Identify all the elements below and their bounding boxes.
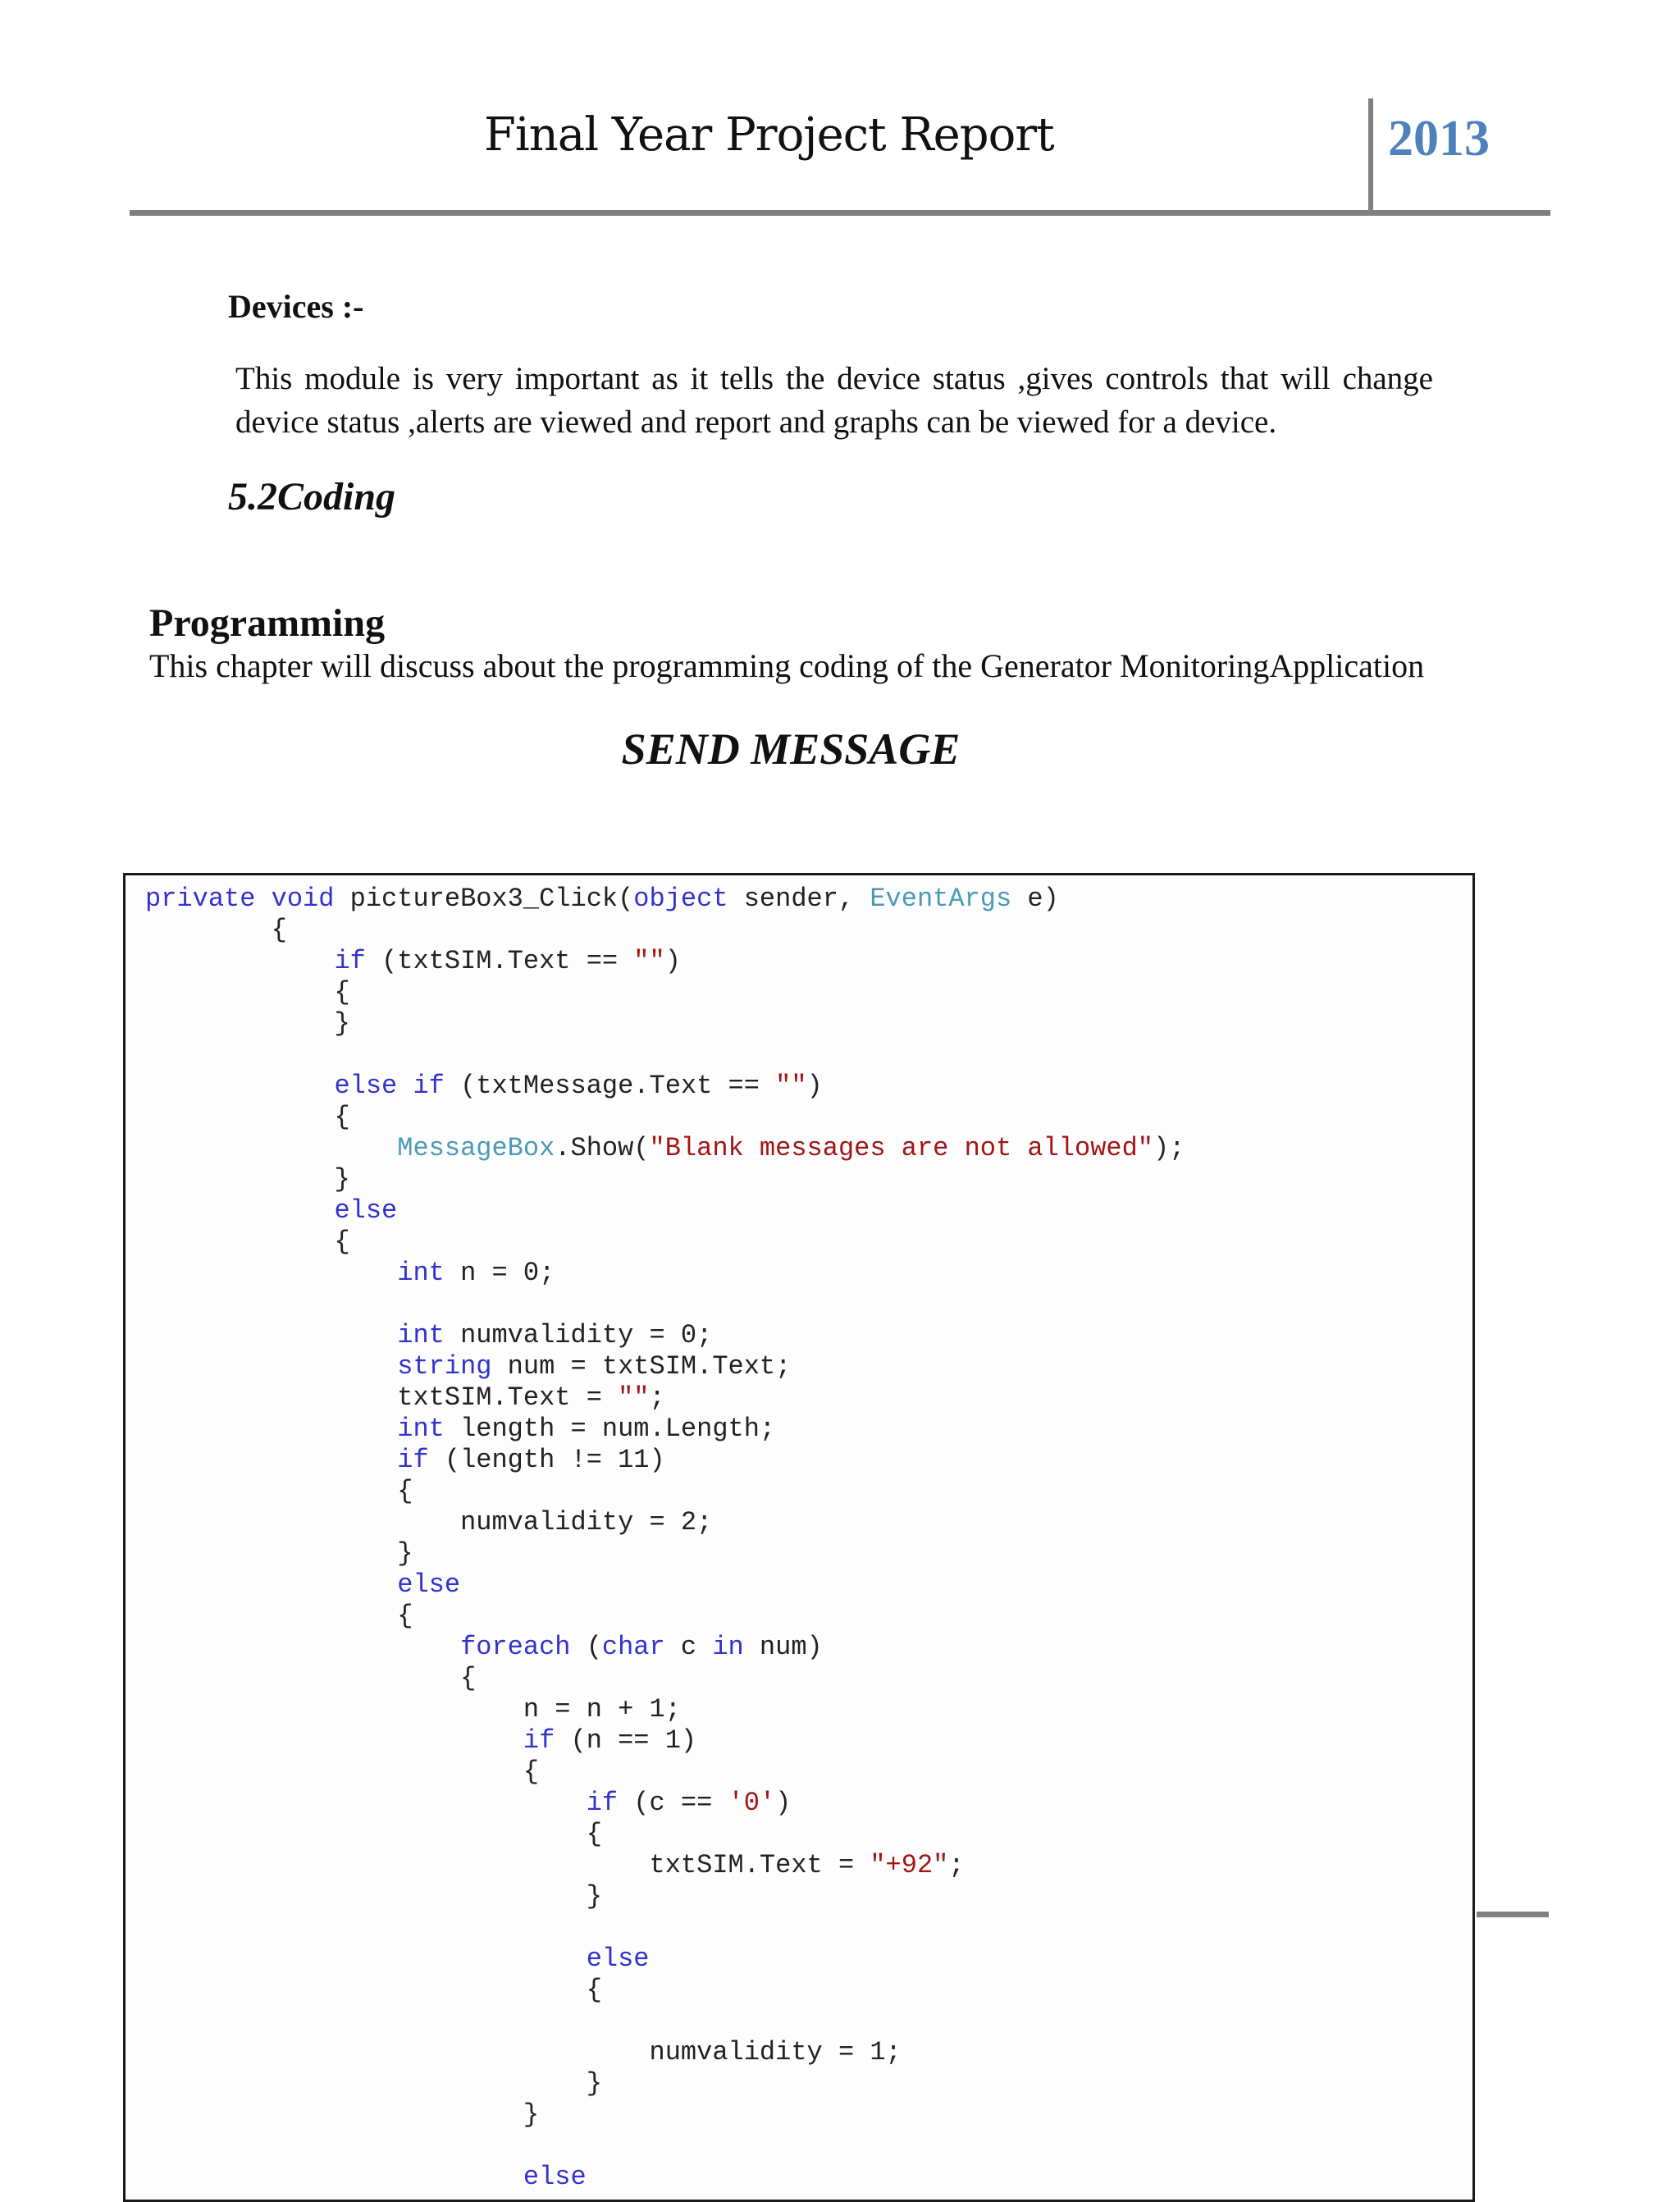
code-line	[145, 977, 1185, 1008]
code-line	[145, 1133, 1185, 1164]
code-token: }	[145, 2099, 540, 2130]
code-token: (	[570, 1632, 602, 1662]
code-token: {	[145, 1757, 540, 1787]
programming-description: This chapter will discuss about the programming coding of the Generator MonitoringApplication	[149, 647, 1425, 684]
code-token: char	[601, 1632, 665, 1662]
code-line	[145, 2006, 1185, 2037]
code-token: c	[664, 1632, 713, 1662]
code-token: ;	[649, 1382, 665, 1413]
code-line	[145, 1039, 1185, 1071]
code-line	[145, 1694, 1185, 1725]
code-line	[145, 1227, 1185, 1258]
code-token: n = n + 1;	[145, 1694, 681, 1725]
code-line	[145, 1382, 1185, 1414]
code-token: pictureBox3_Click(	[334, 884, 634, 914]
code-line	[145, 1757, 1185, 1788]
margin-rule	[1477, 1912, 1549, 1917]
code-token: sender,	[728, 884, 870, 914]
code-token: if	[413, 1071, 445, 1101]
code-line	[145, 1320, 1185, 1351]
code-line	[145, 1601, 1185, 1632]
code-line	[145, 1850, 1185, 1881]
code-token: )	[806, 1071, 823, 1101]
code-token: e)	[1011, 884, 1059, 914]
code-token: (txtMessage.Text ==	[444, 1071, 776, 1101]
code-token: string	[397, 1351, 492, 1382]
code-token: private	[145, 884, 256, 914]
code-line	[145, 946, 1185, 977]
programming-heading: Programming	[149, 601, 386, 645]
code-token: n = 0;	[444, 1258, 555, 1288]
devices-label: Devices :-	[228, 288, 364, 325]
code-line	[145, 1195, 1185, 1227]
code-line	[145, 1819, 1185, 1850]
code-token	[145, 1414, 397, 1444]
code-token: in	[712, 1632, 744, 1662]
code-line	[145, 1258, 1185, 1289]
code-token: .Show(	[555, 1133, 650, 1163]
code-token: num)	[743, 1632, 823, 1662]
code-line	[145, 2131, 1185, 2162]
code-token: '0'	[728, 1788, 776, 1818]
code-token: {	[145, 1102, 350, 1132]
code-line	[145, 1912, 1185, 1944]
code-token	[145, 1320, 397, 1350]
code-token	[145, 946, 334, 976]
code-line	[145, 2037, 1185, 2068]
code-token: txtSIM.Text =	[145, 1382, 619, 1413]
code-line	[145, 1351, 1185, 1382]
code-token: }	[145, 1881, 602, 1912]
code-line	[145, 1008, 1185, 1039]
report-year: 2013	[1388, 111, 1490, 167]
code-token: num = txtSIM.Text;	[491, 1351, 792, 1382]
code-token	[397, 1071, 413, 1101]
code-token	[255, 884, 271, 914]
code-token: numvalidity = 2;	[145, 1507, 713, 1537]
code-line	[145, 1507, 1185, 1538]
code-token: else	[334, 1195, 398, 1226]
code-listing	[123, 873, 1475, 2202]
code-line	[145, 1944, 1185, 1975]
report-title: Final Year Project Report	[484, 108, 1054, 162]
code-token	[145, 1195, 334, 1226]
code-line	[145, 1538, 1185, 1569]
code-token: "+92"	[870, 1850, 949, 1880]
code-token	[145, 1944, 587, 1974]
code-line	[145, 1788, 1185, 1819]
code-token: {	[145, 1476, 413, 1506]
code-token: {	[145, 1819, 602, 1849]
code-token: int	[397, 1258, 445, 1288]
code-token: foreach	[460, 1632, 571, 1662]
code-token: {	[145, 1601, 413, 1631]
code-line	[145, 1102, 1185, 1133]
code-token: numvalidity = 1;	[145, 2037, 902, 2067]
code-token: )	[775, 1788, 792, 1818]
code-token: object	[633, 884, 728, 914]
code-line	[145, 884, 1185, 915]
code-token: {	[145, 977, 350, 1007]
code-line	[145, 1725, 1185, 1757]
code-token: int	[397, 1414, 445, 1444]
code-token	[145, 1445, 397, 1475]
code-token: if	[397, 1445, 429, 1475]
code-token	[145, 1632, 460, 1662]
code-line	[145, 1663, 1185, 1694]
code-token	[145, 1725, 523, 1756]
code-line	[145, 1476, 1185, 1507]
code-token	[145, 1569, 397, 1600]
code-line	[145, 1445, 1185, 1476]
code-line	[145, 1289, 1185, 1320]
code-token: {	[145, 1227, 350, 1257]
code-token: else	[586, 1944, 650, 1974]
code-token: }	[145, 2068, 602, 2099]
code-line	[145, 1164, 1185, 1195]
code-token: {	[145, 915, 287, 945]
code-token: MessageBox	[397, 1133, 555, 1163]
header-rule	[130, 210, 1550, 216]
code-line	[145, 1071, 1185, 1102]
code-token: }	[145, 1008, 350, 1039]
code-token	[145, 2162, 523, 2192]
code-lines	[145, 884, 1185, 2193]
code-token: txtSIM.Text =	[145, 1850, 870, 1880]
code-token	[145, 1071, 334, 1101]
code-token: int	[397, 1320, 445, 1350]
code-token: if	[334, 946, 366, 976]
code-token: }	[145, 1164, 350, 1195]
code-token: void	[271, 884, 335, 914]
code-line	[145, 1414, 1185, 1445]
code-token	[145, 1351, 397, 1382]
code-token	[145, 1133, 397, 1163]
code-line	[145, 1632, 1185, 1663]
send-message-title: SEND MESSAGE	[621, 724, 961, 774]
code-token: else	[523, 2162, 587, 2192]
code-token: EventArgs	[870, 884, 1012, 914]
code-token	[145, 1258, 397, 1288]
code-token: (txtSIM.Text ==	[365, 946, 634, 976]
code-token: (n == 1)	[555, 1725, 697, 1756]
code-token: {	[145, 1975, 602, 2005]
code-token: ;	[948, 1850, 965, 1880]
header-divider-vertical	[1368, 98, 1373, 215]
code-line	[145, 915, 1185, 946]
code-line	[145, 2162, 1185, 2193]
code-token: (c ==	[618, 1788, 728, 1818]
code-token: numvalidity = 0;	[444, 1320, 713, 1350]
code-line	[145, 1881, 1185, 1912]
code-token: );	[1153, 1133, 1185, 1163]
code-token: (length != 11)	[428, 1445, 665, 1475]
code-token: {	[145, 1663, 477, 1693]
code-token: length = num.Length;	[444, 1414, 776, 1444]
code-line	[145, 1975, 1185, 2006]
code-token: )	[664, 946, 681, 976]
code-token: "Blank messages are not allowed"	[649, 1133, 1153, 1163]
code-token: }	[145, 1538, 413, 1569]
code-token: if	[586, 1788, 619, 1818]
code-token: if	[523, 1725, 555, 1756]
code-line	[145, 1569, 1185, 1601]
code-token: else	[334, 1071, 398, 1101]
code-token: ""	[618, 1382, 650, 1413]
code-token	[145, 1788, 587, 1818]
code-line	[145, 2068, 1185, 2099]
code-token: ""	[775, 1071, 807, 1101]
devices-description: This module is very important as it tells the device status ,gives controls that will change device status ,alerts are viewed and report and graphs can be viewed for a device.	[235, 361, 1433, 440]
code-token: else	[397, 1569, 461, 1600]
code-line	[145, 2099, 1185, 2131]
coding-heading: 5.2Coding	[228, 475, 396, 519]
code-token: ""	[633, 946, 665, 976]
